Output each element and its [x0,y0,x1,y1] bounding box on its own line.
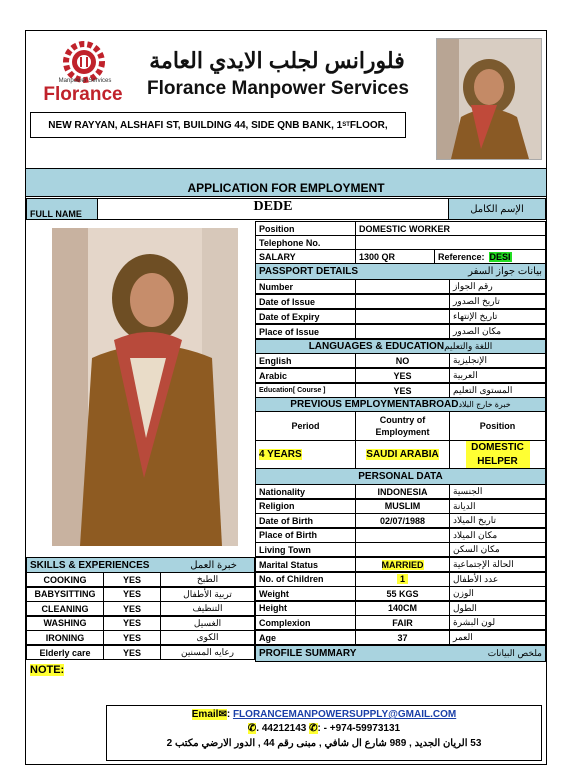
skill-row-label: COOKING [26,572,104,587]
reference-cell [434,249,546,264]
personal-row-label-ar: تاريخ الميلاد [449,513,546,528]
personal-row-value [355,484,450,499]
previous-col-period: Period [255,411,356,441]
email-label: Email [191,709,219,720]
footer-address-ar: 53 الريان الجديد , 989 شارع ال شافي , مبنى رقم 44 , الدور الارضي مكتب 2 [166,738,482,749]
passport-row-value [355,279,450,294]
phone-value [355,235,546,250]
personal-row-value-text: 02/07/1988 [379,515,426,526]
personal-row-value-text: 1 [397,574,408,584]
skill-row-value: YES [103,616,161,631]
personal-row-label: Marital Status [255,557,356,572]
profile-summary-ar: ملخص البيانات [487,648,542,658]
passport-row-label: Date of Expiry [255,309,356,324]
passport-row-label-ar: مكان الصدور [449,324,546,339]
language-row-value: NO [355,353,450,368]
personal-row-value [355,615,450,630]
reference-label: Reference: [438,251,485,262]
fullname-label: FULL NAME [26,198,98,220]
skill-row-label-ar: تربية الأطفال [160,587,255,602]
passport-row-label: Date of Issue [255,294,356,309]
salary-value: 1300 QR [355,249,435,264]
personal-row-value-text: 140CM [387,603,417,614]
personal-row-value-text: MARRIED [381,559,424,570]
personal-row-label-ar: الوزن [449,586,546,601]
language-row-label: Education[ Course ] [255,383,356,398]
passport-header-ar: بيانات جواز السفر [468,266,542,277]
personal-row-value [355,586,450,601]
personal-row-label: Age [255,630,356,645]
personal-row-label-ar: لون البشرة [449,615,546,630]
fullname-label-ar: الإسم الكامل [448,198,546,220]
skill-row-value: YES [103,572,161,587]
personal-row-value-text: FAIR [392,617,413,628]
language-row-value: YES [355,368,450,383]
languages-header-ar: اللغة والتعليم [444,341,493,351]
email-link[interactable]: FLORANCEMANPOWERSUPPLY@GMAIL.COM [232,709,457,720]
reference-value: DESI [489,251,511,262]
phone-icon: ✆ [247,723,257,734]
previous-header-text: PREVIOUS EMPLOYMENTABROAD [290,399,459,410]
skill-row-label-ar: رعايه المسنين [160,645,255,660]
position-value: DOMESTIC WORKER [355,221,546,236]
languages-header-text: LANGUAGES & EDUCATION [308,341,445,352]
passport-row-label-ar: تاريخ الصدور [449,294,546,309]
language-row-label: English [255,353,356,368]
language-row-label: Arabic [255,368,356,383]
skills-header-text: SKILLS & EXPERIENCES [30,559,150,571]
passport-row-label-ar: تاريخ الإنتهاء [449,309,546,324]
previous-country-cell [355,440,450,469]
personal-row-label-ar: العمر [449,630,546,645]
previous-period: 4 YEARS [259,449,302,460]
address-text: NEW RAYYAN, ALSHAFI ST, BUILDING 44, SIDE QNB BANK, 1 [48,119,343,131]
profile-summary [255,645,546,662]
company-name-english: Florance Manpower Services [147,78,409,99]
mobile-icon: ✆ [309,723,318,734]
skill-row-label: IRONING [26,630,104,645]
skill-row-value: YES [103,601,161,616]
logo [44,38,124,104]
phone-label: Telephone No. [255,235,356,250]
skill-row-label-ar: الطبخ [160,572,255,587]
address-sup: ST [342,122,350,128]
personal-row-label: Date of Birth [255,513,356,528]
personal-row-label: Religion [255,499,356,514]
address-end: FLOOR, [349,119,388,131]
skill-row-label-ar: الكوى [160,630,255,645]
skill-row-value: YES [103,630,161,645]
personal-row-label: Height [255,601,356,616]
languages-header [255,339,546,354]
phone2: +974-59973131 [329,723,401,734]
personal-row-label: No. of Children [255,572,356,587]
previous-country: SAUDI ARABIA [366,449,439,460]
logo-name: Florance [43,84,123,105]
personal-row-value [355,557,450,572]
previous-position: DOMESTIC HELPER [466,441,530,469]
personal-row-value [355,601,450,616]
address-box [30,112,406,138]
footer-email-line: Email✉: FLORANCEMANPOWERSUPPLY@GMAIL.COM [191,709,457,720]
personal-row-label-ar: الجنسية [449,484,546,499]
salary-label: SALARY [255,249,356,264]
personal-row-label: Living Town [255,542,356,557]
skill-row-label-ar: التنظيف [160,601,255,616]
form-title: APPLICATION FOR EMPLOYMENT [26,168,546,197]
mail-icon: ✉ [218,709,227,720]
note-label [30,664,64,676]
personal-row-value [355,542,450,557]
personal-row-label-ar: عدد الأطفال [449,572,546,587]
personal-row-value [355,572,450,587]
fullname-value: DEDE [97,198,449,220]
passport-row-value [355,309,450,324]
previous-col-position: Position [449,411,546,441]
person-photo-icon [437,39,541,159]
passport-row-label: Place of Issue [255,324,356,339]
passport-row-value [355,324,450,339]
passport-row-value [355,294,450,309]
skill-row-label: Elderly care [26,645,104,660]
previous-col-country [355,411,450,441]
personal-row-value-text: MUSLIM [384,501,421,512]
language-row-label-ar: المستوى التعليم [449,383,546,398]
personal-row-label-ar: الديانة [449,499,546,514]
personal-row-value-text: 37 [397,632,408,643]
skill-row-label: CLEANING [26,601,104,616]
skills-header [26,557,255,573]
passport-row-label-ar: رقم الجواز [449,279,546,294]
personal-row-label-ar: مكان السكن [449,542,546,557]
personal-row-value [355,499,450,514]
personal-row-value [355,528,450,543]
passport-row-label: Number [255,279,356,294]
personal-row-label: Complexion [255,615,356,630]
skill-row-label-ar: الغسيل [160,616,255,631]
personal-row-label: Place of Birth [255,528,356,543]
passport-header-text: PASSPORT DETAILS [259,266,359,277]
skill-row-value: YES [103,645,161,660]
personal-row-label-ar: مكان الميلاد [449,528,546,543]
personal-row-label: Weight [255,586,356,601]
main-photo [52,228,238,546]
previous-header [255,397,546,412]
language-row-label-ar: الإنجليزية [449,353,546,368]
header-photo [436,38,542,160]
personal-row-label-ar: الطول [449,601,546,616]
previous-period-cell [255,440,356,469]
logo-small-text: Manpower Services [58,78,112,84]
personal-row-value [355,513,450,528]
note-text: NOTE: [30,664,65,676]
company-name-arabic: فلورانس لجلب الايدي العامة [149,48,405,73]
position-label: Position [255,221,356,236]
personal-row-value-text: 55 KGS [386,588,419,599]
passport-header [255,263,546,280]
skills-header-ar: خبرة العمل [190,559,237,571]
personal-row-value-text: INDONESIA [377,486,428,497]
personal-row-value [355,630,450,645]
personal-row-label-ar: الحالة الإجتماعية [449,557,546,572]
personal-row-label: Nationality [255,484,356,499]
previous-header-ar: خبرة خارج البلاد [458,400,511,409]
person-photo-icon [52,228,238,546]
footer-phone-line: ✆. 44212143 ✆: - +974-59973131 [247,723,401,734]
language-row-label-ar: العربية [449,368,546,383]
previous-position-cell [449,440,546,469]
phone1: 44212143 [261,723,307,734]
previous-col-country-text: Country of Employment [375,415,430,437]
profile-summary-label: PROFILE SUMMARY [259,648,357,659]
language-row-value: YES [355,383,450,398]
skill-row-label: BABYSITTING [26,587,104,602]
skill-row-label: WASHING [26,616,104,631]
skill-row-value: YES [103,587,161,602]
personal-header: PERSONAL DATA [255,468,546,485]
